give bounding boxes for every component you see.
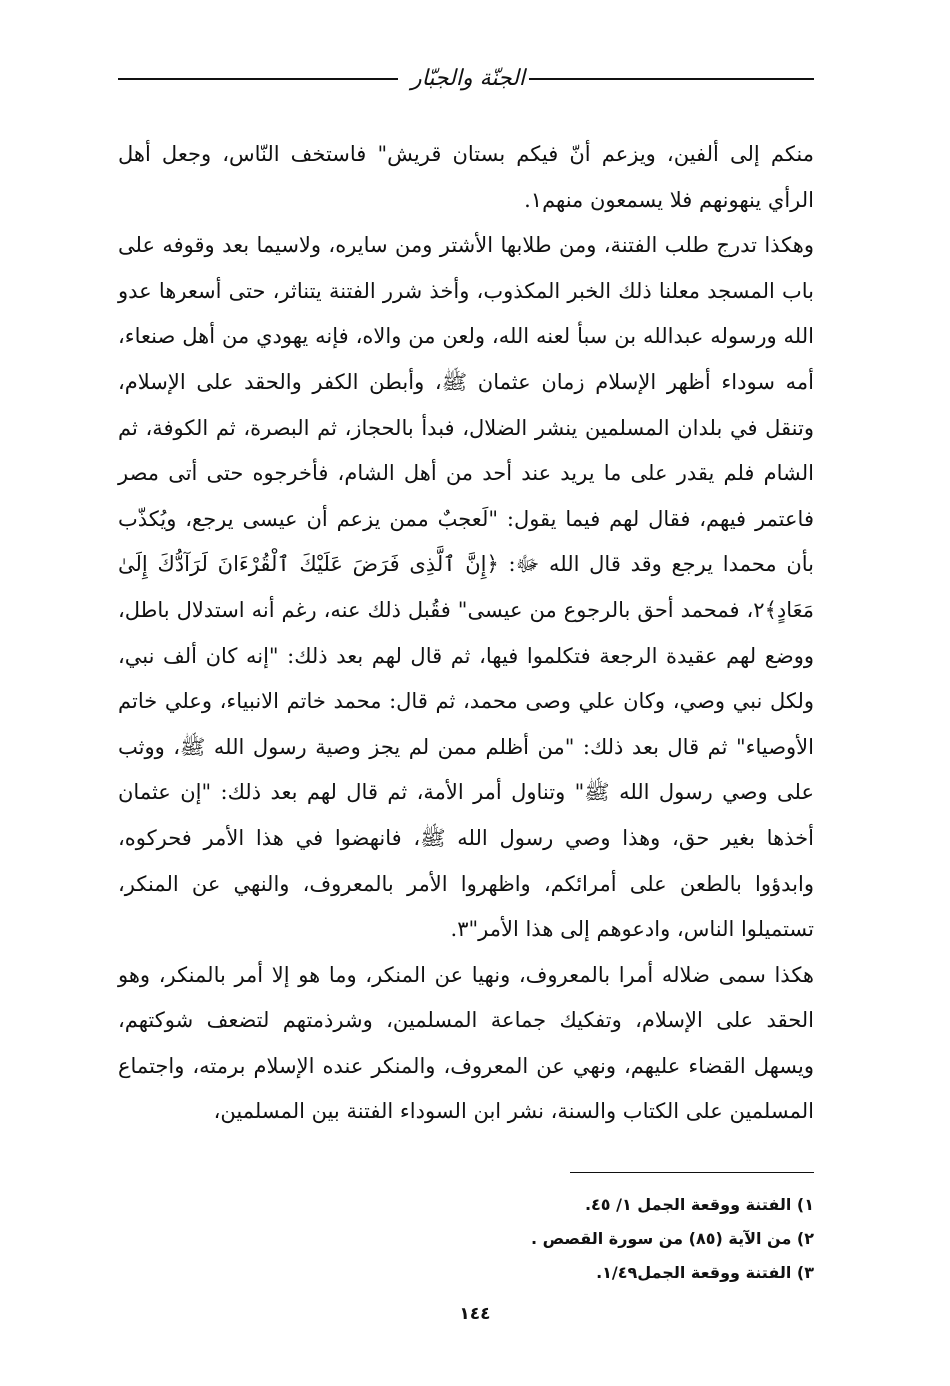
footnote: ٣) الفتنة ووقعة الجمل١/٤٩. xyxy=(596,1263,814,1282)
main-text xyxy=(118,132,814,1135)
paragraph: هكذا سمى ضلاله أمرا بالمعروف، ونهيا عن المنكر، وما هو إلا أمر بالمنكر، وهو الحقد على الإسلام، وتفكيك جماعة المسلمين، وشرذمتهم لتضعف شوكتهم، ويسهل القضاء عليهم، ونهي عن المعروف، والمنكر عنده الإسلام برمته، واجتماع المسلمين على الكتاب والسنة، نشر ابن السوداء الفتنة بين المسلمين، xyxy=(118,962,814,1124)
footnote: ٢) من الآية (٨٥) من سورة القصص . xyxy=(530,1229,814,1248)
running-title: الجنّة والجبّار xyxy=(410,66,526,91)
header-rule-right xyxy=(529,78,814,80)
paragraph: وهكذا تدرج طلب الفتنة، ومن طلابها الأشتر ومن سايره، ولاسيما بعد وقوفه على باب المسجد معلنا ذلك الخبر المكذوب، وأخذ شرر الفتنة يتناثر، حتى أسعرها عدو الله ورسوله عبدالله بن سبأ لعنه الله، ولعن من والاه، فإنه يهودي من أهل صنعاء، أمه سوداء أظهر الإسلام زمان عثمان ﷺ، وأبطن الكفر والحقد على الإسلام، وتنقل في بلدان المسلمين ينشر الضلال، فبدأ بالحجاز، ثم البصرة، ثم الكوفة، ثم الشام فلم يقدر على ما يريد عند أحد من أهل الشام، فأخرجوه حتى أتى مصر فاعتمر فيهم، فقال لهم فيما يقول: "لَعجبٌ ممن يزعم أن عيسى يرجع، ويُكذّب بأن محمدا يرجع وقد قال الله ﷻ: ﴿إِنَّ ٱلَّذِى فَرَضَ عَلَيْكَ ٱلْقُرْءَانَ لَرَآدُّكَ إِلَىٰ مَعَادٍ﴾٢، فمحمد أحق بالرجوع من عيسى" فقُبل ذلك عنه، رغم أنه استدلال باطل، ووضع لهم عقيدة الرجعة فتكلموا فيها، ثم قال لهم بعد ذلك: "إنه كان ألف نبي، ولكل نبي وصي، وكان علي وصى محمد، ثم قال: محمد خاتم الانبياء، وعلي خاتم الأوصياء" ثم قال بعد ذلك: "من أظلم ممن لم يجز وصية رسول الله ﷺ، ووثب على وصي رسول الله ﷺ" وتناول أمر الأمة، ثم قال لهم بعد ذلك: "إن عثمان أخذها بغير حق، وهذا وصي رسول الله ﷺ، فانهضوا في هذا الأمر فحركوه، وابدؤوا بالطعن على أمرائكم، واظهروا الأمر بالمعروف، والنهي عن المنكر، تستميلوا الناس، وادعوهم إلى هذا الأمر"٣. xyxy=(118,233,814,942)
footnote: ١) الفتنة ووقعة الجمل ١/ ٤٥. xyxy=(584,1195,814,1214)
header-rule-left xyxy=(118,78,398,80)
footnote-separator xyxy=(570,1172,814,1173)
footnotes xyxy=(254,1188,814,1290)
page-number: ١٤٤ xyxy=(459,1304,491,1324)
running-header xyxy=(118,62,814,106)
paragraph: منكم إلى ألفين، ويزعم أنّ فيكم بستان قريش" فاستخف النّاس، وجعل أهل الرأي ينهونهم فلا يسمعون منهم١. xyxy=(118,142,814,212)
